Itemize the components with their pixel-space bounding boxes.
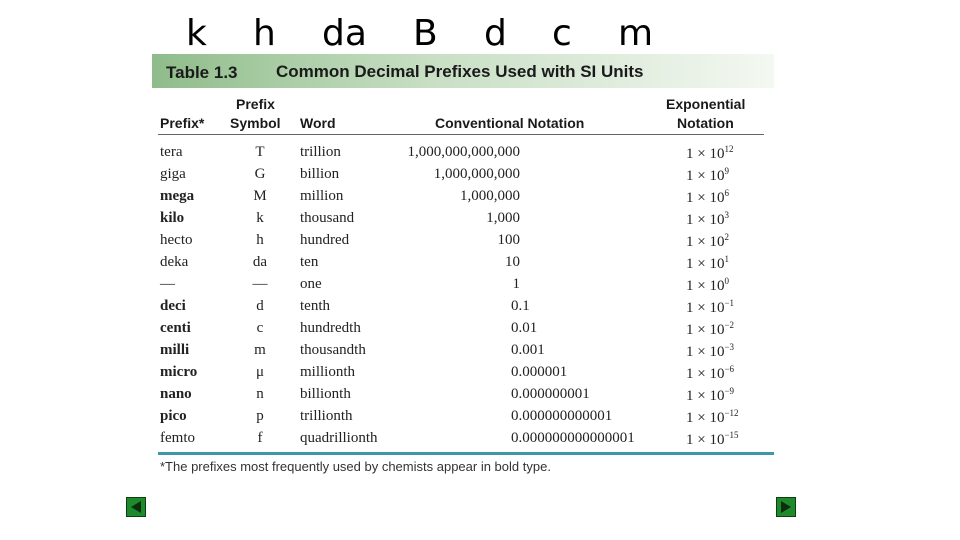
- exponent-base: 1 × 10: [686, 432, 725, 448]
- header-conventional-notation: Conventional Notation: [435, 115, 585, 131]
- exponential-cell: [686, 166, 729, 185]
- exponent-power: −2: [724, 320, 735, 330]
- table-row: [0, 187, 960, 209]
- conventional-cell: 0.000000001: [511, 386, 590, 402]
- exponent-power: −9: [724, 386, 735, 396]
- conventional-cell: 10: [505, 254, 520, 270]
- exponent-power: 2: [724, 232, 729, 242]
- conventional-cell: 1,000,000,000: [433, 166, 520, 182]
- symbol-cell: c: [256, 320, 264, 336]
- conventional-cell: 0.1: [511, 298, 530, 314]
- mnemonic-letter-m: m: [618, 13, 654, 54]
- mnemonic-letter-b: B: [413, 13, 438, 54]
- conventional-cell: 0.000000000000001: [511, 430, 635, 446]
- prefix-cell: deka: [160, 254, 189, 270]
- symbol-cell: k: [256, 210, 264, 226]
- exponent-base: 1 × 10: [686, 168, 725, 184]
- symbol-cell: h: [256, 232, 264, 248]
- symbol-cell: p: [256, 408, 264, 424]
- exponential-cell: [686, 320, 734, 339]
- symbol-cell: d: [256, 298, 264, 314]
- table-row: [0, 231, 960, 253]
- conventional-cell: 0.01: [511, 320, 538, 336]
- word-cell: millionth: [300, 364, 356, 380]
- symbol-cell: T: [255, 144, 265, 160]
- exponent-power: −1: [724, 298, 735, 308]
- symbol-cell: —: [252, 276, 268, 292]
- exponent-base: 1 × 10: [686, 322, 725, 338]
- exponential-cell: [686, 144, 733, 163]
- symbol-cell: M: [253, 188, 267, 204]
- prefix-cell: giga: [160, 166, 186, 182]
- prefix-cell: micro: [160, 364, 198, 380]
- table-row: [0, 165, 960, 187]
- word-cell: quadrillionth: [300, 430, 378, 446]
- word-cell: hundredth: [300, 320, 361, 336]
- exponent-base: 1 × 10: [686, 366, 725, 382]
- exponent-power: 1: [724, 254, 729, 264]
- table-row: [0, 363, 960, 385]
- exponent-power: −12: [724, 408, 739, 418]
- mnemonic-letter-da: da: [322, 13, 367, 54]
- exponential-cell: [686, 430, 739, 449]
- mnemonic-letter-c: c: [552, 13, 572, 54]
- exponent-base: 1 × 10: [686, 410, 725, 426]
- table-footnote: *The prefixes most frequently used by chemists appear in bold type.: [160, 459, 551, 474]
- exponent-base: 1 × 10: [686, 278, 725, 294]
- exponent-power: 3: [724, 210, 729, 220]
- prefix-cell: milli: [160, 342, 190, 358]
- header-symbol-top: Prefix: [236, 96, 275, 112]
- header-divider: [158, 134, 764, 135]
- mnemonic-letter-k: k: [186, 13, 207, 54]
- conventional-cell: 0.001: [511, 342, 545, 358]
- symbol-cell: f: [257, 430, 263, 446]
- table-row: [0, 253, 960, 275]
- prefix-cell: femto: [160, 430, 195, 446]
- exponent-base: 1 × 10: [686, 212, 725, 228]
- word-cell: hundred: [300, 232, 350, 248]
- prefix-cell: tera: [160, 144, 183, 160]
- table-row: [0, 319, 960, 341]
- conventional-cell: 0.000001: [511, 364, 568, 380]
- table-title-banner: [152, 54, 774, 88]
- exponent-power: 12: [724, 144, 734, 154]
- exponential-cell: [686, 298, 734, 317]
- header-exponential-bottom: Notation: [677, 115, 734, 131]
- next-slide-button[interactable]: [776, 497, 796, 517]
- exponent-base: 1 × 10: [686, 190, 725, 206]
- exponential-cell: [686, 276, 729, 295]
- exponential-cell: [686, 232, 729, 251]
- symbol-cell: da: [252, 254, 268, 270]
- exponential-cell: [686, 342, 734, 361]
- table-row: [0, 209, 960, 231]
- symbol-cell: n: [256, 386, 264, 402]
- exponent-base: 1 × 10: [686, 256, 725, 272]
- exponent-power: −15: [724, 430, 739, 440]
- table-number: Table 1.3: [166, 63, 238, 82]
- word-cell: trillionth: [300, 408, 353, 424]
- prefix-cell: centi: [160, 320, 191, 336]
- table-row: [0, 429, 960, 451]
- exponential-cell: [686, 188, 729, 207]
- prefix-mnemonic: [186, 12, 666, 56]
- table-row: [0, 275, 960, 297]
- table-row: [0, 385, 960, 407]
- word-cell: thousandth: [300, 342, 366, 358]
- prefix-cell: mega: [160, 188, 195, 204]
- conventional-cell: 1: [512, 276, 520, 292]
- previous-slide-button[interactable]: [126, 497, 146, 517]
- word-cell: billionth: [300, 386, 351, 402]
- word-cell: trillion: [300, 144, 341, 160]
- exponent-base: 1 × 10: [686, 234, 725, 250]
- prefix-cell: —: [160, 276, 175, 292]
- table-bottom-rule: [158, 452, 774, 455]
- prefix-cell: kilo: [160, 210, 185, 226]
- triangle-right-icon: [780, 501, 792, 513]
- prefix-cell: deci: [160, 298, 186, 314]
- exponent-power: 6: [724, 188, 729, 198]
- triangle-left-icon: [130, 501, 142, 513]
- table-row: [0, 297, 960, 319]
- prefix-cell: nano: [160, 386, 192, 402]
- mnemonic-letter-d: d: [484, 13, 507, 54]
- table-row: [0, 407, 960, 429]
- exponential-cell: [686, 254, 729, 273]
- exponential-cell: [686, 386, 734, 405]
- word-cell: ten: [300, 254, 319, 270]
- exponent-power: −6: [724, 364, 735, 374]
- conventional-cell: 1,000,000,000,000: [407, 144, 520, 160]
- conventional-cell: 1,000,000: [460, 188, 520, 204]
- word-cell: one: [300, 276, 322, 292]
- exponential-cell: [686, 364, 734, 383]
- exponential-cell: [686, 210, 729, 229]
- symbol-cell: μ: [255, 364, 265, 380]
- exponent-base: 1 × 10: [686, 344, 725, 360]
- exponent-power: 0: [724, 276, 729, 286]
- table-row: [0, 341, 960, 363]
- exponent-base: 1 × 10: [686, 388, 725, 404]
- mnemonic-letter-h: h: [253, 13, 276, 54]
- header-prefix: Prefix*: [160, 115, 205, 131]
- word-cell: million: [300, 188, 344, 204]
- conventional-cell: 0.000000000001: [511, 408, 613, 424]
- exponent-power: −3: [724, 342, 735, 352]
- word-cell: thousand: [300, 210, 355, 226]
- word-cell: tenth: [300, 298, 330, 314]
- symbol-cell: m: [254, 342, 266, 358]
- header-word: Word: [300, 115, 336, 131]
- exponent-power: 9: [724, 166, 729, 176]
- exponent-base: 1 × 10: [686, 300, 725, 316]
- exponential-cell: [686, 408, 739, 427]
- exponent-base: 1 × 10: [686, 146, 725, 162]
- header-exponential-top: Exponential: [666, 96, 746, 112]
- prefix-cell: pico: [160, 408, 187, 424]
- header-symbol-bottom: Symbol: [230, 115, 281, 131]
- conventional-cell: 100: [497, 232, 520, 248]
- prefix-cell: hecto: [160, 232, 193, 248]
- word-cell: billion: [300, 166, 340, 182]
- table-row: [0, 143, 960, 165]
- conventional-cell: 1,000: [486, 210, 520, 226]
- table-title: Common Decimal Prefixes Used with SI Units: [276, 62, 644, 81]
- symbol-cell: G: [254, 166, 266, 182]
